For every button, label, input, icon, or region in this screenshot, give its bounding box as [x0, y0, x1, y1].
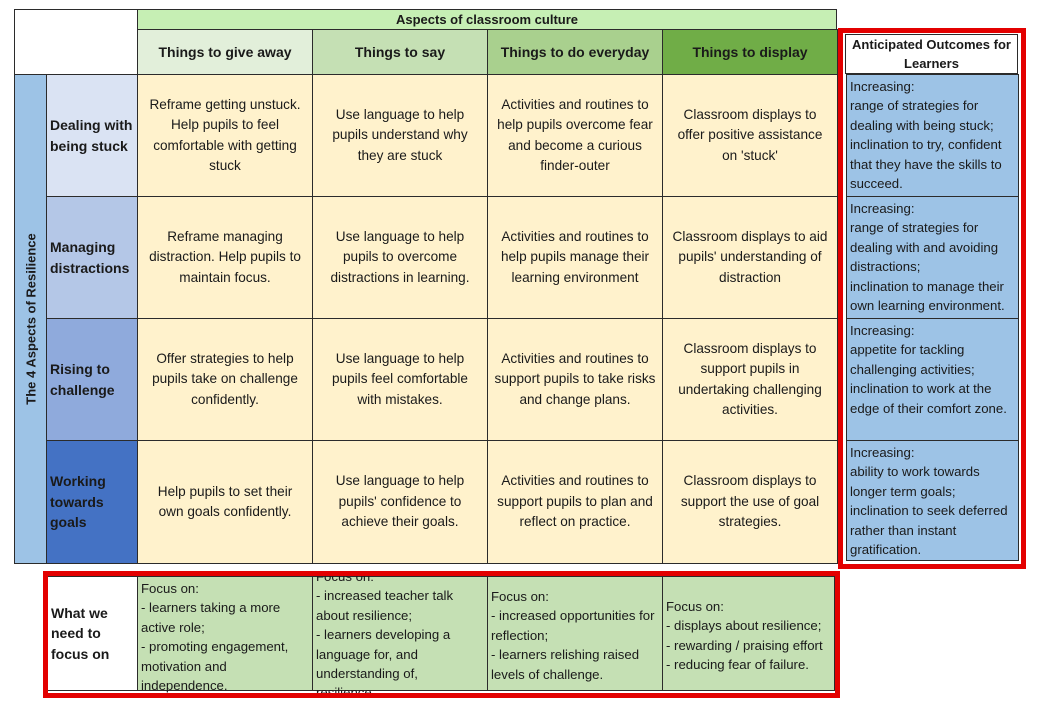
focus-row-label: What we need to focus on [47, 576, 138, 691]
outcome-line: ability to work towards longer term goals; [850, 464, 980, 499]
outcome-distractions [846, 196, 1019, 319]
outcome-line: range of strategies for dealing with and avoiding distractions; [850, 220, 999, 275]
row-label-dealing-with-stuck: Dealing with being stuck [46, 74, 138, 197]
focus-line: - learners developing a language for, and understanding of, [316, 627, 451, 682]
cell-goals-display: Classroom displays to support the use of goal strategies. [662, 440, 838, 564]
cell-distractions-do: Activities and routines to help pupils manage their learning environment [487, 196, 663, 319]
cell-stuck-display: Classroom displays to offer positive assistance on 'stuck' [662, 74, 838, 197]
row-label-managing-distractions: Managing distractions [46, 196, 138, 319]
cell-distractions-display: Classroom displays to aid pupils' understanding of distraction [662, 196, 838, 319]
column-header-display: Things to display [662, 29, 838, 75]
corner-blank-cell [14, 9, 138, 75]
outcome-challenge [846, 318, 1019, 441]
focus-line: Focus on: [141, 581, 199, 596]
focus-line: - learners taking a more active role; [141, 600, 281, 635]
column-header-do-everyday: Things to do everyday [487, 29, 663, 75]
focus-give-away [137, 576, 313, 694]
cell-challenge-give-away: Offer strategies to help pupils take on challenge confidently. [137, 318, 313, 441]
cell-stuck-do: Activities and routines to help pupils overcome fear and become a curious finder-outer [487, 74, 663, 197]
resilience-aspects-vertical-label [14, 74, 47, 564]
column-header-say: Things to say [312, 29, 488, 75]
outcome-line: Increasing: [850, 79, 915, 94]
outcome-line: Increasing: [850, 201, 915, 216]
cell-distractions-say: Use language to help pupils to overcome distractions in learning. [312, 196, 488, 319]
outcome-line: Increasing: [850, 445, 915, 460]
focus-line: - learners relishing raised levels of challenge. [491, 647, 640, 682]
cell-goals-give-away: Help pupils to set their own goals confidently. [137, 440, 313, 564]
outcome-line: inclination to seek deferred rather than instant gratification. [850, 503, 1008, 558]
outcome-line: range of strategies for dealing with being stuck; [850, 98, 994, 133]
outcome-line: inclination to manage their own learning environment. [850, 278, 1005, 314]
outcome-line: inclination to try, confident that they have the skills to succeed. [850, 137, 1002, 192]
focus-line: Focus on: [666, 599, 724, 614]
row-label-working-towards-goals: Working towards goals [46, 440, 138, 564]
outcome-stuck [846, 74, 1019, 197]
vertical-label-text: The 4 Aspects of Resilience [23, 233, 38, 405]
focus-line: - reducing fear of failure. [666, 657, 809, 673]
focus-display [662, 576, 835, 691]
cell-challenge-say: Use language to help pupils feel comfortable with mistakes. [312, 318, 488, 441]
outcome-line: appetite for tackling challenging activities; [850, 342, 975, 377]
cell-stuck-give-away: Reframe getting unstuck. Help pupils to feel comfortable with getting stuck [137, 74, 313, 197]
focus-line: - increased teacher talk about resilience; [316, 588, 454, 623]
outcome-goals [846, 440, 1019, 561]
focus-say [312, 569, 488, 701]
outcome-line: inclination to work at the edge of their comfort zone. [850, 381, 1007, 416]
cell-challenge-do: Activities and routines to support pupils to take risks and change plans. [487, 318, 663, 441]
focus-line: resilience. [316, 685, 376, 701]
cell-stuck-say: Use language to help pupils understand why they are stuck [312, 74, 488, 197]
cell-distractions-give-away: Reframe managing distraction. Help pupils to maintain focus. [137, 196, 313, 319]
cell-goals-say: Use language to help pupils' confidence to achieve their goals. [312, 440, 488, 564]
focus-line: Focus on: [316, 569, 374, 584]
outcomes-header: Anticipated Outcomes for Learners [845, 34, 1018, 74]
focus-line: - promoting engagement, motivation and independence. [141, 639, 289, 694]
row-label-rising-to-challenge: Rising to challenge [46, 318, 138, 441]
focus-line: - increased opportunities for reflection; [491, 608, 655, 643]
focus-do [487, 576, 663, 691]
cell-goals-do: Activities and routines to support pupils to plan and reflect on practice. [487, 440, 663, 564]
focus-line: - rewarding / praising effort [666, 637, 823, 653]
column-header-give-away: Things to give away [137, 29, 313, 75]
focus-say-text [313, 565, 487, 705]
focus-line: Focus on: [491, 589, 549, 604]
focus-line: - displays about resilience; [666, 618, 822, 634]
outcome-line: Increasing: [850, 323, 915, 338]
cell-challenge-display: Classroom displays to support pupils in undertaking challenging activities. [662, 318, 838, 441]
aspects-header: Aspects of classroom culture [137, 9, 837, 30]
